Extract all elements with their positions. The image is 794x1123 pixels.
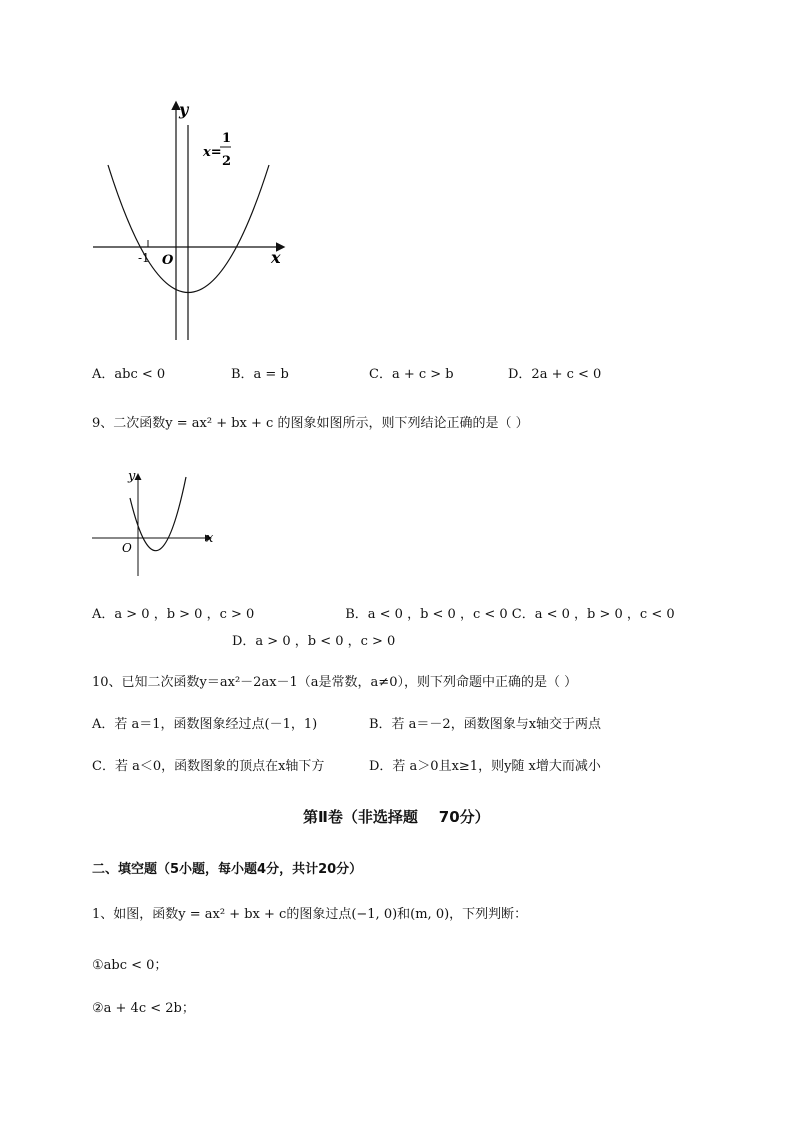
- x-label-2: x: [206, 531, 214, 546]
- parabola-1-svg: [88, 95, 298, 345]
- axis-eq-denominator: 2: [222, 154, 232, 169]
- q10-option-c: C．若 a＜0，函数图象的顶点在x轴下方: [92, 759, 325, 774]
- fill1-item2: ②a + 4c < 2b；: [92, 1001, 195, 1016]
- q10-stem: 10、已知二次函数y＝ax²－2ax－1（a是常数，a≠0），则下列命题中正确的是（ ）: [92, 675, 578, 690]
- axis-eq-prefix: x=: [203, 145, 222, 160]
- parabola-2-svg: [88, 463, 223, 583]
- q10-option-d: D．若 a＞0且x≥1，则y随 x增大而减小: [369, 759, 601, 774]
- q10-option-a: A．若 a＝1，函数图象经过点(－1，1): [92, 717, 318, 732]
- figure-parabola-1: [88, 95, 298, 345]
- q9-options-line2: D．a > 0 ，b < 0 ，c > 0: [232, 634, 396, 649]
- origin-label-1: O: [162, 253, 174, 268]
- section-subtitle: 二、填空题（5小题，每小题4分，共计20分）: [92, 862, 363, 877]
- q9-stem: 9、二次函数y = ax² + bx + c 的图象如图所示，则下列结论正确的是（ ）: [92, 416, 529, 431]
- q9-options-line1: A．a > 0 ，b > 0 ，c > 0 B．a < 0 ，b < 0 ，c < 0 C．a < 0 ，b > 0 ，c < 0: [92, 607, 675, 622]
- q10-option-b: B．若 a＝－2，函数图象与x轴交于两点: [369, 717, 602, 732]
- tick-label-minus-one: -1: [138, 251, 150, 265]
- figure-parabola-2: [88, 463, 223, 583]
- q8-option-c: C．a + c > b: [369, 367, 454, 382]
- q8-option-a: A．abc < 0: [92, 367, 166, 382]
- x-label-1: x: [271, 248, 281, 267]
- y-label-1: y: [179, 100, 189, 119]
- origin-label-2: O: [122, 541, 132, 555]
- axis-eq-numerator: 1: [222, 131, 232, 146]
- q8-option-b: B．a = b: [231, 367, 289, 382]
- fill1-item1: ①abc < 0；: [92, 958, 168, 973]
- section-title: 第Ⅱ卷（非选择题 70分）: [303, 808, 490, 826]
- y-label-2: y: [128, 469, 136, 484]
- q8-option-d: D．2a + c < 0: [508, 367, 602, 382]
- fill1-stem: 1、如图，函数y = ax² + bx + c的图象过点(−1, 0)和(m, 0)，下列判断：: [92, 907, 528, 922]
